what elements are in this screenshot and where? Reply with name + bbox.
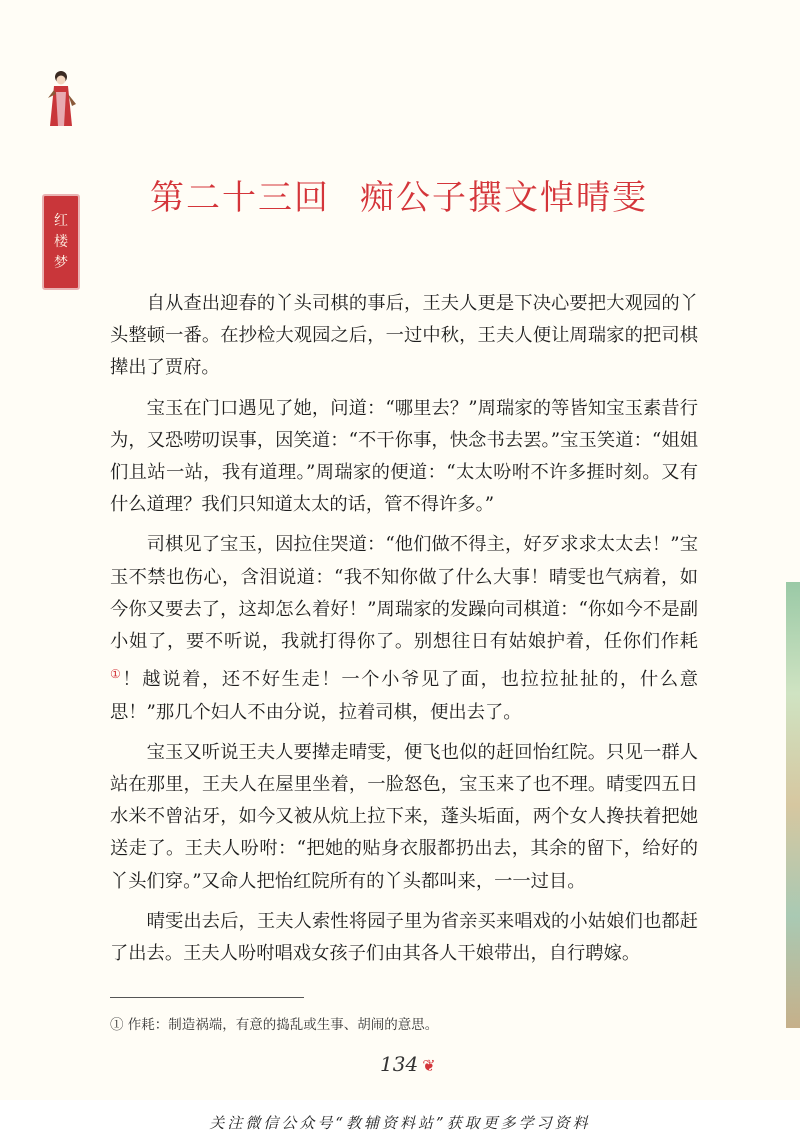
leaf-ornament-icon: ❦	[422, 1056, 436, 1075]
chapter-name: 痴公子撰文悼晴雯	[360, 178, 648, 218]
chapter-title	[150, 170, 650, 219]
book-title-seal	[42, 194, 80, 290]
chapter-body	[110, 288, 698, 978]
footnote-divider	[110, 997, 304, 998]
page-number	[380, 1052, 436, 1076]
book-emblem	[38, 68, 84, 271]
chapter-number: 第二十三回	[150, 178, 330, 218]
paragraph-text: ！越说着，还不好生走！一个小爷见了面，也拉拉扯扯的，什么意思！”那几个妇人不由分说，拉着司棋，便出去了。	[110, 669, 699, 723]
paragraph	[110, 529, 698, 728]
page-number-value: 134	[380, 1052, 419, 1076]
book-title-char: 楼	[54, 233, 68, 250]
illustration-edge	[786, 582, 800, 1028]
paragraph: 宝玉又听说王夫人要撵走晴雯，便飞也似的赶回怡红院。只见一群人站在那里，王夫人在屋里坐着，一脸怒色，宝玉来了也不理。晴雯四五日水米不曾沾牙，如今又被从炕上拉下来，蓬头垢面，两个女人搀扶着把她送走了。王夫人吩咐：“把她的贴身衣服都扔出去，其余的留下，给好的丫头们穿。”又命人把怡红院所有的丫头都叫来，一一过目。	[110, 741, 698, 892]
lady-figure-icon	[42, 68, 80, 130]
book-title-char: 梦	[54, 254, 68, 271]
watermark-text: 关注微信公众号“教辅资料站”获取更多学习资料	[209, 1114, 591, 1132]
paragraph: 宝玉在门口遇见了她，问道：“哪里去？”周瑞家的等皆知宝玉素昔行为，又恐唠叨误事，因笑道：“不干你事，快念书去罢。”宝玉笑道：“姐姐们且站一站，我有道理。”周瑞家的便道：“太太吩咐不许多捱时刻。又有什么道理？我们只知道太太的话，管不得许多。”	[110, 397, 698, 516]
footnote-marker[interactable]: ①	[110, 667, 123, 682]
book-title-char: 红	[54, 212, 68, 229]
paragraph-text: 司棋见了宝玉，因拉住哭道：“他们做不得主，好歹求求太太去！”宝玉不禁也伤心，含泪说道：“我不知你做了什么大事！晴雯也气病着，如今你又要去了，这却怎么着好！”周瑞家的发躁向司棋道：“你如今不是副小姐了，要不听说，我就打得你了。别想往日有姑娘护着，任你们作耗	[110, 534, 698, 653]
footnote: ① 作耗：制造祸端，有意的捣乱或生事、胡闹的意思。	[110, 1017, 439, 1033]
paragraph: 晴雯出去后，王夫人索性将园子里为省亲买来唱戏的小姑娘们也都赶了出去。王夫人吩咐唱戏女孩子们由其各人干娘带出，自行聘嫁。	[110, 910, 698, 964]
paragraph: 自从查出迎春的丫头司棋的事后，王夫人更是下决心要把大观园的丫头整顿一番。在抄检大观园之后，一过中秋，王夫人便让周瑞家的把司棋撵出了贾府。	[110, 293, 698, 379]
